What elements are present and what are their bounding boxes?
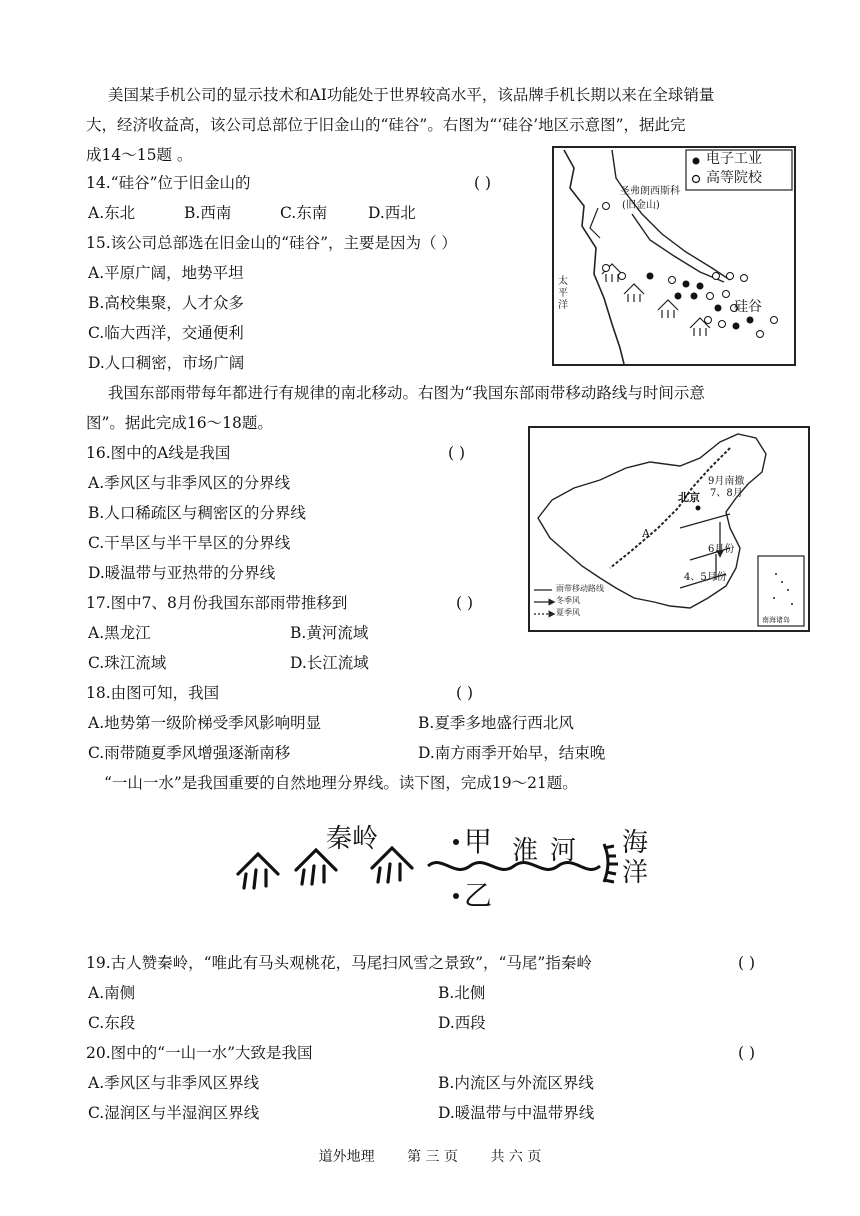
q19-option-b: B.北侧 [438, 984, 486, 1002]
beijing-dot-icon [696, 506, 701, 511]
q16-paren: ( ) [448, 444, 466, 462]
rain-belt-map [528, 426, 810, 632]
q14-option-b: B.西南 [184, 204, 232, 222]
point-yi-icon [453, 893, 459, 899]
intro1-line3: 成14～15题 。 [86, 146, 193, 164]
q15-stem: 15.该公司总部选在旧金山的“硅谷”，主要是因为（ ） [86, 234, 457, 252]
map2-july-august-label: 7、8月 [710, 488, 743, 499]
q20-option-d: D.暖温带与中温带界线 [438, 1104, 595, 1122]
q18-stem: 18.由图可知，我国 [86, 684, 220, 702]
huaihe-label: 淮河 [512, 836, 589, 866]
q18-paren: ( ) [456, 684, 474, 702]
sea-label: 海 [622, 828, 649, 858]
q17-option-c: C.珠江流域 [88, 654, 167, 672]
coastline-icon [564, 150, 624, 364]
map1-legend-universities: 高等院校 [706, 170, 762, 186]
map1-city-name: 圣弗朗西斯科 [620, 186, 680, 197]
map2-september-label: 9月南撤 [708, 476, 745, 487]
q16-option-d: D.暖温带与亚热带的分界线 [88, 564, 276, 582]
q18-option-c: C.雨带随夏季风增强逐渐南移 [88, 744, 291, 762]
map2-legend-summer-monsoon: 夏季风 [556, 608, 580, 617]
intro2-line2: 图”。据此完成16～18题。 [86, 414, 273, 432]
qinling-label: 秦岭 [326, 824, 379, 854]
map2-inset-label: 南海诸岛 [762, 616, 790, 624]
map1-legend-electronics: 电子工业 [706, 151, 762, 167]
q16-option-b: B.人口稀疏区与稠密区的分界线 [88, 504, 306, 522]
qinling-huaihe-diagram [220, 818, 660, 918]
map1-ocean-label: 太平洋 [558, 276, 568, 311]
footer-subject: 道外地理 [318, 1149, 375, 1165]
q19-paren: ( ) [738, 954, 756, 972]
q20-paren: ( ) [738, 1044, 756, 1062]
legend-filled-dot-icon [693, 158, 700, 165]
footer-total-pages: 共 六 页 [490, 1149, 542, 1165]
map2-april-may-label: 4、5月份 [684, 572, 727, 583]
china-outline-icon [538, 434, 766, 608]
q16-option-c: C.干旱区与半干旱区的分界线 [88, 534, 291, 552]
q17-stem: 17.图中7、8月份我国东部雨带推移到 [86, 594, 348, 612]
q18-option-a: A.地势第一级阶梯受季风影响明显 [88, 714, 322, 732]
q20-option-c: C.湿润区与半湿润区界线 [88, 1104, 260, 1122]
q15-option-b: B.高校集聚，人才众多 [88, 294, 244, 312]
q20-stem: 20.图中的“一山一水”大致是我国 [86, 1044, 313, 1062]
map1-city-alias: (旧金山) [622, 200, 660, 211]
footer-page-number: 第 三 页 [407, 1149, 458, 1165]
q14-option-a: A.东北 [88, 204, 136, 222]
coast-icon [604, 844, 618, 882]
q20-option-a: A.季风区与非季风区界线 [88, 1074, 260, 1092]
legend-hollow-dot-icon [693, 176, 700, 183]
intro1-line2: 大，经济收益高，该公司总部位于旧金山的“硅谷”。右图为“‘硅谷’地区示意图”，据此完 [86, 116, 686, 134]
q17-option-b: B.黄河流域 [290, 624, 369, 642]
q17-option-a: A.黑龙江 [88, 624, 151, 642]
q19-stem: 19.古人赞秦岭，“唯此有马头观桃花，马尾扫风雪之景致”，“马尾”指秦岭 [86, 954, 592, 972]
q14-option-c: C.东南 [280, 204, 328, 222]
map2-legend-rain-belt: 雨带移动路线 [556, 584, 604, 593]
point-jia-label: 甲 [464, 825, 493, 858]
q16-option-a: A.季风区与非季风区的分界线 [88, 474, 291, 492]
map2-june-label: 6月份 [708, 544, 735, 555]
q17-paren: ( ) [456, 594, 474, 612]
q14-stem: 14.“硅谷”位于旧金山的 [86, 174, 251, 192]
intro1-line1: 美国某手机公司的显示技术和AI功能处于世界较高水平，该品牌手机长期以来在全球销量 [108, 86, 715, 104]
q20-option-b: B.内流区与外流区界线 [438, 1074, 594, 1092]
point-yi-label: 乙 [464, 879, 493, 912]
ocean-label: 洋 [622, 858, 649, 888]
intro2-line1: 我国东部雨带每年都进行有规律的南北移动。右图为“我国东部雨带移动路线与时间示意 [108, 384, 705, 402]
map1-silicon-valley-label: 硅谷 [734, 299, 762, 315]
q19-option-d: D.西段 [438, 1014, 486, 1032]
q19-option-a: A.南侧 [88, 984, 136, 1002]
silicon-valley-map [552, 146, 796, 366]
q17-option-d: D.长江流域 [290, 654, 369, 672]
q16-stem: 16.图中的A线是我国 [86, 444, 231, 462]
map2-legend-symbols [534, 590, 552, 614]
intro3: “一山一水”是我国重要的自然地理分界线。读下图，完成19～21题。 [104, 774, 578, 792]
q14-option-d: D.西北 [368, 204, 416, 222]
page-footer [0, 1146, 860, 1166]
map2-legend-winter-monsoon: 冬季风 [556, 596, 580, 605]
mountain-range-icon [238, 848, 412, 888]
q15-option-d: D.人口稠密，市场广阔 [88, 354, 245, 372]
q18-option-b: B.夏季多地盛行西北风 [418, 714, 574, 732]
q19-option-c: C.东段 [88, 1014, 136, 1032]
point-jia-icon [453, 839, 459, 845]
qinling-huaihe-drawing [220, 818, 660, 918]
q18-option-d: D.南方雨季开始早，结束晚 [418, 744, 606, 762]
q15-option-c: C.临大西洋，交通便利 [88, 324, 244, 342]
q14-paren: ( ) [474, 174, 492, 192]
map2-line-a-label: A [642, 527, 650, 540]
q15-option-a: A.平原广阔，地势平坦 [88, 264, 244, 282]
map2-beijing-label: 北京 [678, 491, 700, 504]
